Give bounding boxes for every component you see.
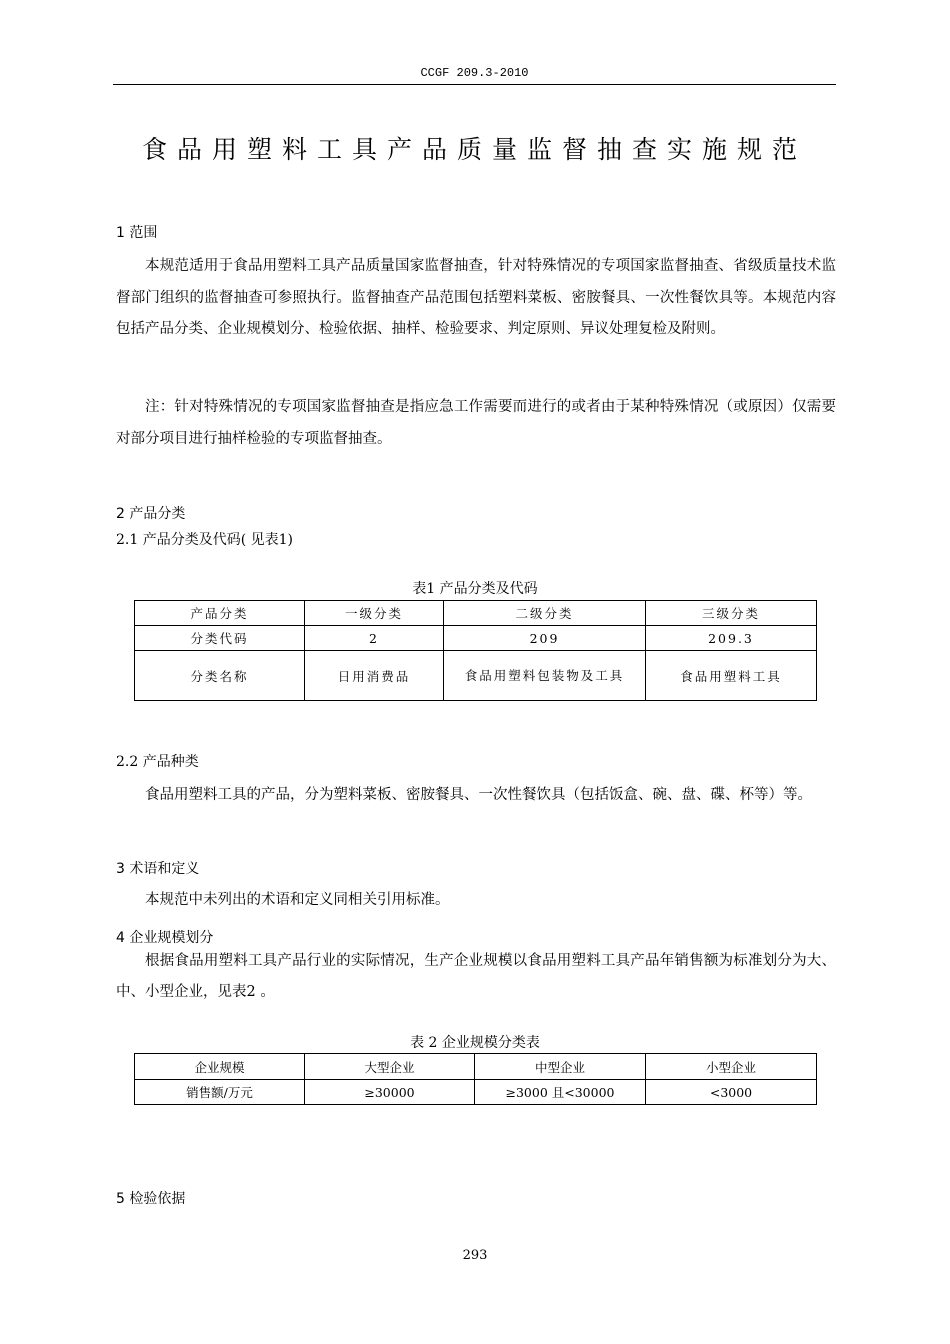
table-1-cell: 分类名称 xyxy=(135,651,305,701)
table-2-cell: 销售额/万元 xyxy=(135,1080,305,1105)
section-4-paragraph: 根据食品用塑料工具产品行业的实际情况，生产企业规模以食品用塑料工具产品年销售额为标准划分为大、中、小型企业，见表2 。 xyxy=(116,953,836,1000)
table-2 xyxy=(134,1053,817,1105)
table-1-cell: 209 xyxy=(444,626,646,651)
table-2-header-row xyxy=(135,1054,817,1080)
table-1 xyxy=(134,600,817,701)
table-1-header-cell: 二级分类 xyxy=(444,601,646,626)
table-1-header-cell: 一级分类 xyxy=(305,601,444,626)
table-2-header-cell: 中型企业 xyxy=(475,1054,646,1080)
section-5-heading: 5 检验依据 xyxy=(116,1191,186,1207)
table-1-row xyxy=(135,626,817,651)
table-2-header-cell: 大型企业 xyxy=(305,1054,475,1080)
table-1-cell: 2 xyxy=(305,626,444,651)
header-rule xyxy=(113,84,836,85)
table-1-cell: 食品用塑料包装物及工具 xyxy=(444,651,646,701)
section-3-heading: 3 术语和定义 xyxy=(116,861,200,877)
subsection-2-2-heading: 2.2 产品种类 xyxy=(116,754,199,770)
document-title: 食品用塑料工具产品质量监督抽查实施规范 xyxy=(141,135,807,164)
table-1-cell: 日用消费品 xyxy=(305,651,444,701)
table-1-caption: 表1 产品分类及代码 xyxy=(412,581,538,597)
section-1-heading: 1 范围 xyxy=(116,225,158,241)
table-2-cell: <3000 xyxy=(646,1080,817,1105)
table-1-header-cell: 三级分类 xyxy=(646,601,817,626)
table-2-header-cell: 小型企业 xyxy=(646,1054,817,1080)
section-1-note: 注：针对特殊情况的专项国家监督抽查是指应急工作需要而进行的或者由于某种特殊情况（或原因）仅需要对部分项目进行抽样检验的专项监督抽查。 xyxy=(116,399,836,447)
table-2-cell: ≥30000 xyxy=(305,1080,475,1105)
table-2-row xyxy=(135,1080,817,1105)
section-2-heading: 2 产品分类 xyxy=(116,506,186,522)
table-1-header-row xyxy=(135,601,817,626)
subsection-2-1-heading: 2.1 产品分类及代码( 见表1) xyxy=(116,532,293,548)
table-1-row xyxy=(135,651,817,701)
table-1-header-cell: 产品分类 xyxy=(135,601,305,626)
section-2-2-paragraph: 食品用塑料工具的产品，分为塑料菜板、密胺餐具、一次性餐饮具（包括饭盒、碗、盘、碟、杯等）等。 xyxy=(145,787,812,803)
page-number: 293 xyxy=(462,1248,488,1263)
table-1-cell: 分类代码 xyxy=(135,626,305,651)
table-1-cell: 209.3 xyxy=(646,626,817,651)
section-1-paragraph: 本规范适用于食品用塑料工具产品质量国家监督抽查，针对特殊情况的专项国家监督抽查、省级质量技术监督部门组织的监督抽查可参照执行。监督抽查产品范围包括塑料菜板、密胺餐具、一次性餐饮具等。本规范内容包括产品分类、企业规模划分、检验依据、抽样、检验要求、判定原则、异议处理复检及附则。 xyxy=(116,258,836,337)
section-4-heading: 4 企业规模划分 xyxy=(116,930,214,946)
running-header: CCGF 209.3-2010 xyxy=(420,66,529,80)
table-2-header-cell: 企业规模 xyxy=(135,1054,305,1080)
table-1-cell: 食品用塑料工具 xyxy=(646,651,817,701)
table-2-cell: ≥3000 且<30000 xyxy=(475,1080,646,1105)
section-3-paragraph: 本规范中未列出的术语和定义同相关引用标准。 xyxy=(145,892,450,908)
table-2-caption: 表 2 企业规模分类表 xyxy=(410,1035,540,1051)
